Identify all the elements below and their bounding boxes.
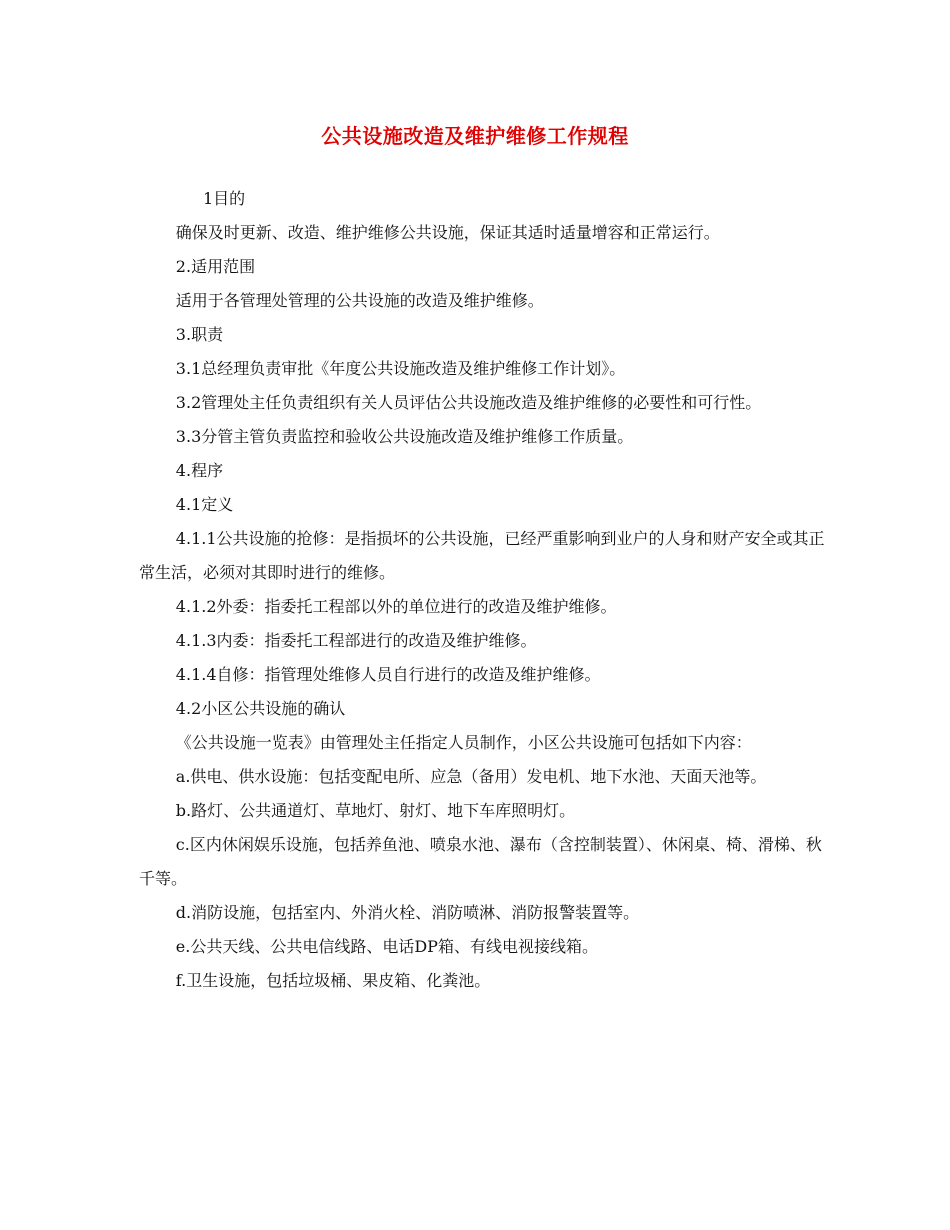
paragraph: 适用于各管理处管理的公共设施的改造及维护维修。 (175, 291, 544, 310)
paragraph: 4.1.1公共设施的抢修：是指损坏的公共设施，已经严重影响到业户的人身和财产安全或其正常生活，必须对其即时进行的维修。 (139, 529, 825, 582)
paragraph: 1目的 (203, 189, 246, 208)
paragraph: 3.3分管主管负责监控和验收公共设施改造及维护维修工作质量。 (175, 427, 634, 446)
paragraph: a.供电、供水设施：包括变配电所、应急（备用）发电机、地下水池、天面天池等。 (175, 767, 767, 786)
paragraph: 3.职责 (175, 325, 224, 344)
paragraph: d.消防设施，包括室内、外消火栓、消防喷淋、消防报警装置等。 (175, 903, 640, 922)
paragraph: 4.1.2外委：指委托工程部以外的单位进行的改造及维护维修。 (175, 597, 617, 616)
paragraph: 《公共设施一览表》由管理处主任指定人员制作，小区公共设施可包括如下内容： (175, 733, 752, 752)
paragraph: 3.2管理处主任负责组织有关人员评估公共设施改造及维护维修的必要性和可行性。 (175, 393, 762, 412)
paragraph: 4.1.3内委：指委托工程部进行的改造及维护维修。 (175, 631, 537, 650)
document-body (139, 182, 829, 998)
paragraph: c.区内休闲娱乐设施，包括养鱼池、喷泉水池、瀑布（含控制装置）、休闲桌、椅、滑梯、秋千等。 (139, 835, 822, 888)
paragraph: e.公共天线、公共电信线路、电话DP箱、有线电视接线箱。 (175, 937, 598, 956)
paragraph: 3.1总经理负责审批《年度公共设施改造及维护维修工作计划》。 (175, 359, 626, 378)
paragraph: 4.2小区公共设施的确认 (175, 699, 346, 718)
paragraph: f.卫生设施，包括垃圾桶、果皮箱、化粪池。 (175, 971, 491, 990)
paragraph: b.路灯、公共通道灯、草地灯、射灯、地下车库照明灯。 (175, 801, 576, 820)
paragraph: 2.适用范围 (175, 257, 256, 276)
paragraph: 确保及时更新、改造、维护维修公共设施，保证其适时适量增容和正常运行。 (175, 223, 720, 242)
document-title: 公共设施改造及维护维修工作规程 (321, 124, 629, 148)
paragraph: 4.1.4自修：指管理处维修人员自行进行的改造及维护维修。 (175, 665, 601, 684)
paragraph: 4.1定义 (175, 495, 234, 514)
paragraph: 4.程序 (175, 461, 224, 480)
